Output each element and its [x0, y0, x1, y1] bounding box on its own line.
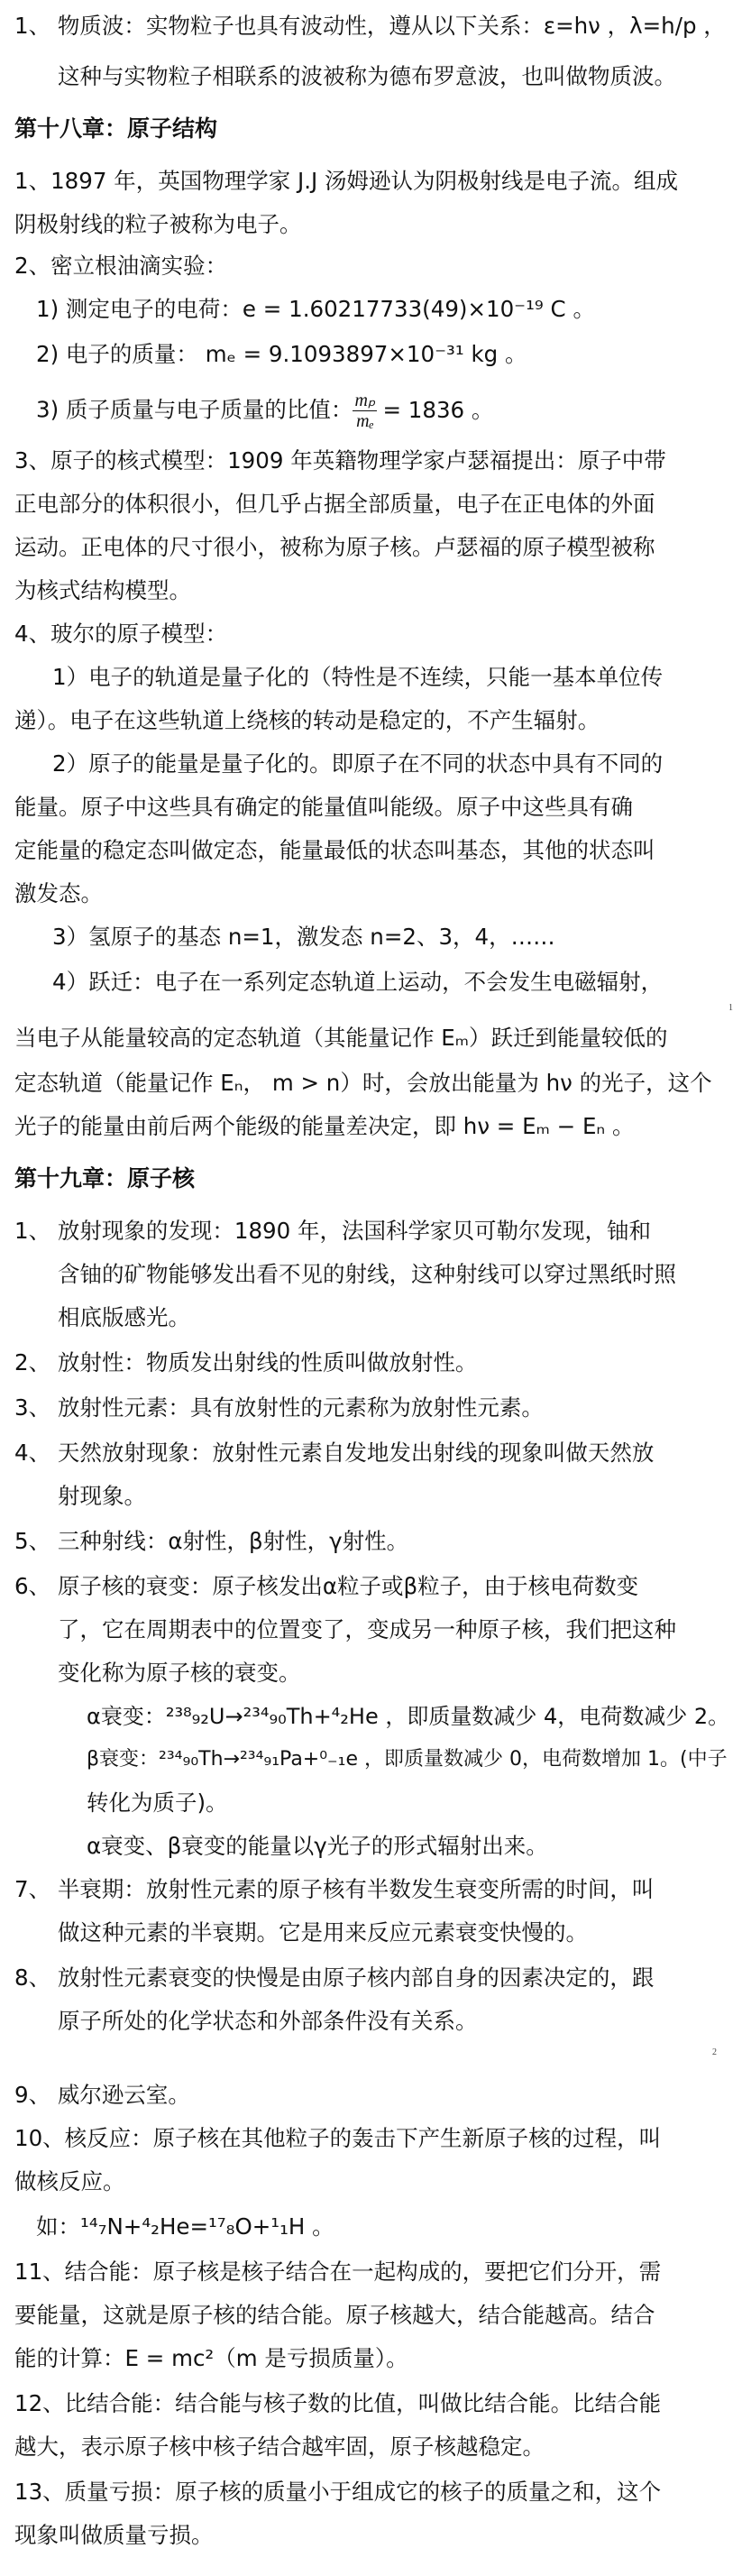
- text-line: 10、核反应：原子核在其他粒子的轰击下产生新原子核的过程，叫: [14, 2125, 662, 2151]
- fraction-numerator: mₚ: [354, 391, 376, 410]
- text-line: 9、 威尔逊云室。: [14, 2082, 190, 2108]
- text-line: 3、 放射性元素：具有放射性的元素称为放射性元素。: [14, 1394, 544, 1421]
- text-line: 越大，表示原子核中核子结合越牢固，原子核越稳定。: [14, 2433, 545, 2460]
- text-line: 定态轨道（能量记作 Eₙ， m > n）时，会放出能量为 hν 的光子，这个: [14, 1070, 712, 1096]
- text-line: 4、 天然放射现象：放射性元素自发地发出射线的现象叫做天然放: [14, 1440, 655, 1466]
- text-line: 3、原子的核式模型：1909 年英籍物理学家卢瑟福提出：原子中带: [14, 447, 666, 474]
- mass-ratio-fraction: [353, 391, 377, 430]
- fraction-value: = 1836 。: [382, 396, 494, 423]
- text-line: 2、 放射性：物质发出射线的性质叫做放射性。: [14, 1349, 478, 1375]
- text-line: 相底版感光。: [58, 1304, 190, 1330]
- text-line: 要能量，这就是原子核的结合能。原子核越大，结合能越高。结合: [14, 2302, 655, 2328]
- chapter-heading: 第十九章：原子核: [14, 1165, 196, 1191]
- text-line: 3) 质子质量与电子质量的比值： $\frac{\text{mₚ}}{\text{mₑ}}$ = 1836 。: [36, 391, 494, 431]
- text-line: 含铀的矿物能够发出看不见的射线，这种射线可以穿过黑纸时照: [58, 1261, 676, 1287]
- chapter-heading: 第十八章：原子结构: [14, 115, 218, 142]
- text-line: 阴极射线的粒子被称为电子。: [14, 211, 302, 237]
- text-line: 为核式结构模型。: [14, 577, 191, 603]
- text-line: 当电子从能量较高的定态轨道（其能量记作 Eₘ）跃迁到能量较低的: [14, 1025, 668, 1051]
- text-line: 13、质量亏损：原子核的质量小于组成它的核子的质量之和，这个: [14, 2479, 662, 2505]
- text-line: 2）原子的能量是量子化的。即原子在不同的状态中具有不同的: [52, 750, 664, 777]
- text-line: 3）氢原子的基态 n=1，激发态 n=2、3，4，……: [52, 924, 555, 950]
- text-line: 6、 原子核的衰变：原子核发出α粒子或β粒子，由于核电荷数变: [14, 1573, 639, 1599]
- page-number: 1: [728, 1003, 733, 1013]
- text-line: 11、结合能：原子核是核子结合在一起构成的，要把它们分开，需: [14, 2259, 662, 2285]
- text-line: 这种与实物粒子相联系的波被称为德布罗意波，也叫做物质波。: [58, 63, 676, 89]
- text-line: α衰变、β衰变的能量以γ光子的形式辐射出来。: [87, 1833, 548, 1859]
- text-line: 1）电子的轨道是量子化的（特性是不连续，只能一基本单位传: [52, 664, 664, 690]
- text-line: 2) 电子的质量： mₑ = 9.1093897×10⁻³¹ kg 。: [36, 341, 527, 367]
- page-number: 2: [712, 2047, 717, 2057]
- text-line: 2、密立根油滴实验：: [14, 253, 228, 279]
- text-line: 定能量的稳定态叫做定态，能量最低的状态叫基态，其他的状态叫: [14, 837, 655, 863]
- text-line: 做核反应。: [14, 2168, 125, 2194]
- text-line: 变化称为原子核的衰变。: [58, 1660, 301, 1686]
- text-line: 现象叫做质量亏损。: [14, 2522, 214, 2548]
- text-line: 8、 放射性元素衰变的快慢是由原子核内部自身的因素决定的，跟: [14, 1964, 655, 1991]
- text-line: 5、 三种射线：α射性，β射性，γ射性。: [14, 1528, 409, 1554]
- text-line: 能的计算：E = mc²（m 是亏损质量）。: [14, 2345, 408, 2371]
- text-line: 能量。原子中这些具有确定的能量值叫能级。原子中这些具有确: [14, 794, 633, 820]
- text-line: 1) 测定电子的电荷：e = 1.60217733(49)×10⁻¹⁹ C 。: [36, 296, 595, 322]
- text-line: 光子的能量由前后两个能级的能量差决定，即 hν = Eₘ − Eₙ 。: [14, 1113, 635, 1139]
- text-line: 了，它在周期表中的位置变了，变成另一种原子核，我们把这种: [58, 1616, 676, 1642]
- text-line: 4、玻尔的原子模型：: [14, 621, 228, 647]
- text-line: 激发态。: [14, 880, 103, 906]
- text-line: 射现象。: [58, 1483, 146, 1509]
- text-line: 做这种元素的半衰期。它是用来反应元素衰变快慢的。: [58, 1919, 588, 1946]
- fraction-denominator: mₑ: [356, 411, 374, 431]
- text-line: 递）。电子在这些轨道上绕核的转动是稳定的，不产生辐射。: [14, 707, 600, 733]
- text-line: 12、比结合能：结合能与核子数的比值，叫做比结合能。比结合能: [14, 2390, 662, 2416]
- text-line: 如：¹⁴₇N+⁴₂He=¹⁷₈O+¹₁H 。: [36, 2213, 334, 2240]
- text-line: 运动。正电体的尺寸很小，被称为原子核。卢瑟福的原子模型被称: [14, 534, 655, 560]
- text-line: 转化为质子)。: [87, 1789, 228, 1816]
- text-line: 4）跃迁：电子在一系列定态轨道上运动，不会发生电磁辐射，: [52, 969, 664, 995]
- text-line: 7、 半衰期：放射性元素的原子核有半数发生衰变所需的时间，叫: [14, 1876, 655, 1902]
- text-line: β衰变：²³⁴₉₀Th→²³⁴₉₁Pa+⁰₋₁e ，即质量数减少 0，电荷数增加 1。(中子: [87, 1748, 728, 1771]
- text-line: 原子所处的化学状态和外部条件没有关系。: [58, 2008, 478, 2034]
- text-line: 1、 放射现象的发现：1890 年，法国科学家贝可勒尔发现，铀和: [14, 1218, 652, 1244]
- text-line: 正电部分的体积很小，但几乎占据全部质量，电子在正电体的外面: [14, 491, 655, 517]
- text-line: 1、1897 年，英国物理学家 J.J 汤姆逊认为阴极射线是电子流。组成: [14, 168, 679, 194]
- text-line: α衰变：²³⁸₉₂U→²³⁴₉₀Th+⁴₂He ，即质量数减少 4，电荷数减少 2。: [87, 1704, 730, 1729]
- text-line: 1、 物质波：实物粒子也具有波动性，遵从以下关系：ε=hν ，λ=h/p ，: [14, 13, 726, 39]
